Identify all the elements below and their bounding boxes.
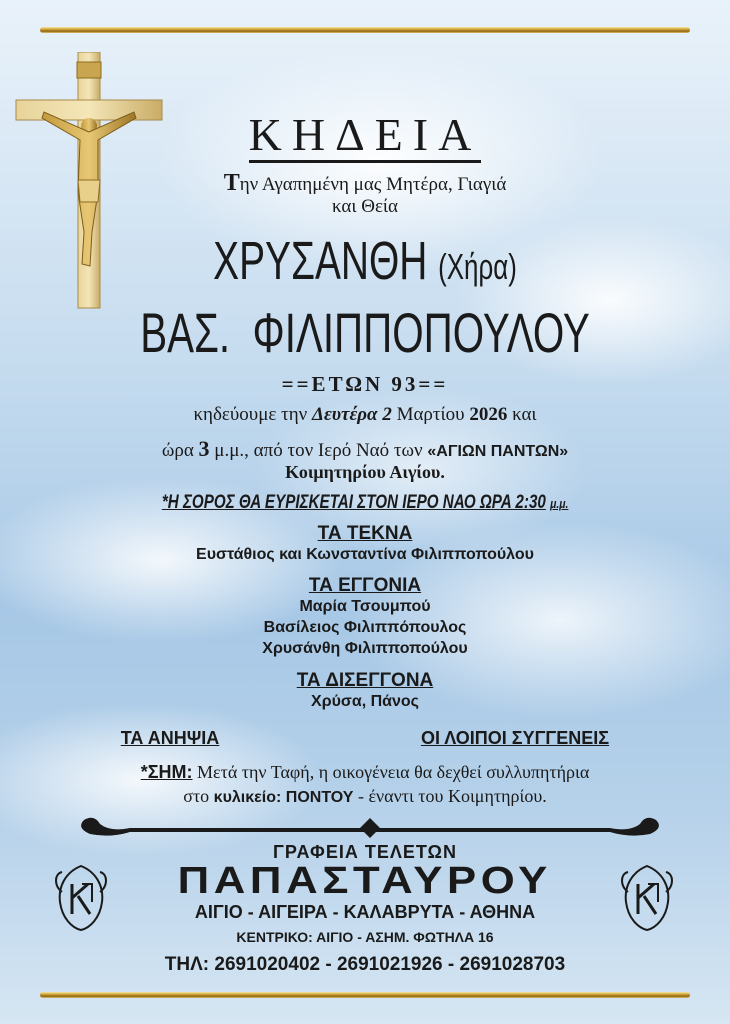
age: ==ΕΤΩΝ 93== [281, 372, 449, 396]
viewing-note: *Η ΣΟΡΟΣ ΘΑ ΕΥΡΙΣΚΕΤΑΙ ΣΤΟΝ ΙΕΡΟ ΝΑΟ ΩΡΑ 2:30 μ.μ. [161, 492, 569, 513]
bottom-gold-bar [40, 992, 690, 998]
intro-line-1: Την Αγαπημένη μας Μητέρα, Γιαγιά [223, 170, 507, 196]
children-name-1: Ευστάθιος και Κωνσταντίνα Φιλιπποπούλου [196, 546, 534, 563]
monogram-emblem-right [618, 862, 676, 932]
funeral-home-address: ΚΕΝΤΡΙΚΟ: ΑΙΓΙΟ - ΑΣΗΜ. ΦΩΤΗΛΑ 16 [236, 929, 494, 945]
scroll-ornament [70, 814, 670, 844]
relatives-heading: ΟΙ ΛΟΙΠΟΙ ΣΥΓΓΕΝΕΙΣ [420, 728, 610, 748]
service-line-1: κηδεύουμε την Δευτέρα 2 Μαρτίου 2026 και [193, 404, 537, 425]
deceased-first-name: ΧΡΥΣΑΝΘΗ (Χήρα) [213, 231, 517, 291]
children-heading: ΤΑ ΤΕΚΝΑ [317, 523, 413, 544]
funeral-home-phones: ΤΗΛ: 2691020402 - 2691021926 - 2691028703 [164, 954, 566, 975]
funeral-home-locations: ΑΙΓΙΟ - ΑΙΓΕΙΡΑ - ΚΑΛΑΒΡΥΤΑ - ΑΘΗΝΑ [194, 902, 536, 922]
intro-line-2: και Θεία [332, 196, 398, 217]
top-gold-bar [40, 27, 690, 33]
service-line-2: ώρα 3 μ.μ., από τον Ιερό Ναό των «ΑΓΙΩΝ ΠΑΝΤΩΝ» [161, 436, 569, 461]
grandchildren-name-3: Χρυσάνθη Φιλιπποπούλου [262, 640, 468, 657]
nephews-heading: ΤΑ ΑΝΗΨΙΑ [120, 728, 220, 748]
page-title: ΚΗΔΕΙΑ [0, 108, 730, 161]
funeral-home-label: ΓΡΑΦΕΙΑ ΤΕΛΕΤΩΝ [273, 842, 457, 862]
great-grandchildren-name-1: Χρύσα, Πάνος [311, 693, 419, 710]
grandchildren-heading: ΤΑ ΕΓΓΟΝΙΑ [308, 575, 422, 596]
grandchildren-name-2: Βασίλειος Φιλιππόπουλος [263, 619, 467, 636]
funeral-home-name: ΠΑΠΑΣΤΑΥΡΟΥ [177, 860, 553, 902]
great-grandchildren-heading: ΤΑ ΔΙΣΕΓΓΟΝΑ [296, 670, 434, 691]
reception-note-line-1: *ΣΗΜ: Μετά την Ταφή, η οικογένεια θα δεχθεί συλλυπητήρια [140, 762, 590, 782]
monogram-emblem-left [52, 862, 110, 932]
deceased-surname: ΒΑΣ. ΦΙΛΙΠΠΟΠΟΥΛΟΥ [140, 301, 590, 364]
reception-note-line-2: στο κυλικείο: ΠΟΝΤΟΥ - έναντι του Κοιμητηρίου. [183, 786, 547, 806]
service-line-3: Κοιμητηρίου Αιγίου. [285, 462, 445, 482]
grandchildren-name-1: Μαρία Τσουμπού [299, 598, 431, 615]
